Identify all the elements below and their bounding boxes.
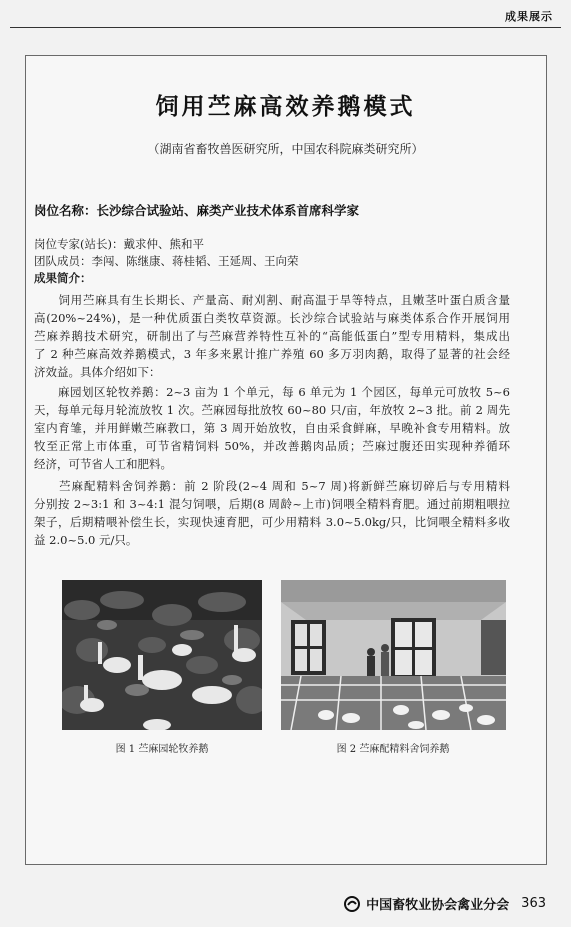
figure-2-photo xyxy=(281,580,506,730)
body-line: 了 2 种苎麻高效养鹅模式，3 年多来累计推广养殖 60 多万羽肉鹅，取得了显著的社会经 xyxy=(34,347,510,361)
experts-line: 岗位专家(站长)：戴求仲、熊和平 xyxy=(34,237,204,251)
header-rule xyxy=(10,27,561,28)
affiliation: （湖南省畜牧兽医研究所，中国农科院麻类研究所） xyxy=(147,142,424,156)
body-line: 麻园划区轮牧养鹅：2~3 亩为 1 个单元，每 6 单元为 1 个园区，每单元可放牧 5~6 xyxy=(34,385,510,399)
body-line: 济效益。具体介绍如下： xyxy=(34,365,161,379)
body-line: 牧至正常上市体重，可节省精饲料 50%，并改善鹅肉品质；苎麻过腹还田实现种养循环 xyxy=(34,439,510,453)
association-logo-icon xyxy=(344,896,360,912)
summary-heading: 成果简介： xyxy=(34,271,92,285)
section-label: 成果展示 xyxy=(505,10,553,23)
body-line: 高(20%~24%)，是一种优质蛋白类牧草资源。长沙综合试验站与麻类体系合作开展饲用 xyxy=(34,311,510,325)
body-line: 益 2.0~5.0 元/只。 xyxy=(34,533,138,547)
page-footer xyxy=(344,894,546,913)
body-line: 架子，后期精喂补偿生长，实现快速育肥，可少用精料 3.0~5.0kg/只，比饲喂全精料多收 xyxy=(34,515,510,529)
body-line: 室内育雏，并用鲜嫩苎麻教口，第 3 周开始放牧，自由采食鲜麻，早晚补食专用精料。放 xyxy=(34,421,510,435)
team-line: 团队成员：李闯、陈继康、蒋桂韬、王延周、王向荣 xyxy=(34,254,299,268)
footer-org: 中国畜牧业协会禽业分会 xyxy=(366,898,510,913)
figure-1-photo xyxy=(62,580,262,730)
figure-2-caption: 图 2 苎麻配精料舍饲养鹅 xyxy=(336,744,450,755)
body-line: 苎麻养鹅技术研究，研制出了与苎麻营养特性互补的“高能低蛋白”型专用精料，集成出 xyxy=(34,329,510,343)
post-title: 岗位名称：长沙综合试验站、麻类产业技术体系首席科学家 xyxy=(34,203,360,218)
body-line: 饲用苎麻具有生长期长、产量高、耐刈割、耐高温于旱等特点，且嫩茎叶蛋白质含量 xyxy=(34,293,510,307)
body-line: 经济，可节省人工和肥料。 xyxy=(34,457,172,471)
body-line: 天，每单元每月轮流放牧 1 次。苎麻园每批放牧 60~80 只/亩，年放牧 2~3 批。前 2 周先 xyxy=(34,403,510,417)
figure-1-caption: 图 1 苎麻园轮牧养鹅 xyxy=(115,744,209,755)
body-line: 分别按 2~3:1 和 3~4:1 混匀饲喂，后期(8 周龄~上市)饲喂全精料育肥。通过前期粗喂拉 xyxy=(34,497,510,511)
page-number: 363 xyxy=(521,896,546,911)
body-line: 苎麻配精料舍饲养鹅：前 2 阶段(2~4 周和 5~7 周)将新鲜苎麻切碎后与专用精料 xyxy=(34,479,510,493)
article-title: 饲用苎麻高效养鹅模式 xyxy=(155,94,416,120)
